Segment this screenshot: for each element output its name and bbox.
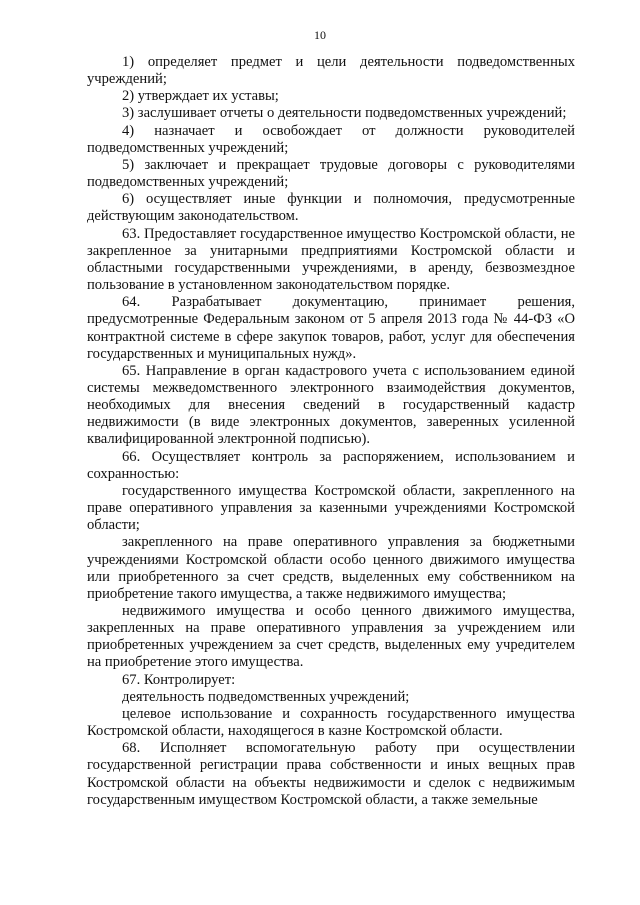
paragraph-62-3: 3) заслушивает отчеты о деятельности подведомственных учреждений; bbox=[122, 105, 567, 122]
paragraph-66-item-1: государственного имущества Костромской области, закрепленного на праве оперативного управления за казенными учреждениями Костромской области; bbox=[87, 482, 575, 534]
paragraph-62-2: 2) утверждает их уставы; bbox=[122, 88, 279, 105]
paragraph-64: 64. Разрабатывает документацию, принимает решения, предусмотренные Федеральным законом от 5 апреля 2013 года № 44-ФЗ «О контрактной системе в сфере закупок товаров, работ, услуг для обеспечения государственных и муниципальных нужд». bbox=[87, 294, 575, 362]
paragraph-62-5: 5) заключает и прекращает трудовые договоры с руководителями подведомственных учреждений; bbox=[87, 156, 575, 191]
paragraph-67-item-2: целевое использование и сохранность государственного имущества Костромской области, находящегося в казне Костромской области. bbox=[87, 705, 575, 740]
paragraph-67: 67. Контролирует: bbox=[122, 671, 236, 688]
document-body bbox=[87, 54, 575, 809]
paragraph-62-6: 6) осуществляет иные функции и полномочия, предусмотренные действующим законодательством. bbox=[87, 191, 575, 225]
paragraph-62-4: 4) назначает и освобождает от должности руководителей подведомственных учреждений; bbox=[87, 122, 575, 156]
paragraph-66-item-3: недвижимого имущества и особо ценного движимого имущества, закрепленных на праве оперативного управления за учреждением или приобретенных учреждением за счет средств, выделенных ему учредителем на приобретение этого имущества. bbox=[87, 603, 575, 671]
paragraph-68: 68. Исполняет вспомогательную работу при осуществлении государственной регистрации права собственности и иных вещных прав Костромской области на объекты недвижимости и сделок с недвижимым государственным имуществом Костромской области, а также земельные bbox=[87, 740, 575, 808]
page-number: 10 bbox=[314, 28, 326, 42]
paragraph-66-item-2: закрепленного на праве оперативного управления за бюджетными учреждениями Костромской области особо ценного движимого имущества или приобретенного за счет средств, выделенных ему собственником на приобретение такого имущества, а также недвижимого имущества; bbox=[87, 534, 575, 602]
paragraph-66: 66. Осуществляет контроль за распоряжением, использованием и сохранностью: bbox=[87, 448, 575, 482]
paragraph-63: 63. Предоставляет государственное имущество Костромской области, не закрепленное за унитарными предприятиями Костромской области и областными государственными учреждениями, в аренду, безвозмездное пользование в установленном законодательством порядке. bbox=[87, 225, 575, 294]
paragraph-65: 65. Направление в орган кадастрового учета с использованием единой системы межведомственного электронного взаимодействия документов, необходимых для внесения сведений в государственный кадастр недвижимости (в виде электронных документов, заверенных усиленной квалифицированной электронной подписью). bbox=[87, 362, 575, 448]
paragraph-67-item-1: деятельность подведомственных учреждений; bbox=[122, 688, 410, 705]
paragraph-62-1: 1) определяет предмет и цели деятельности подведомственных учреждений; bbox=[87, 54, 575, 88]
